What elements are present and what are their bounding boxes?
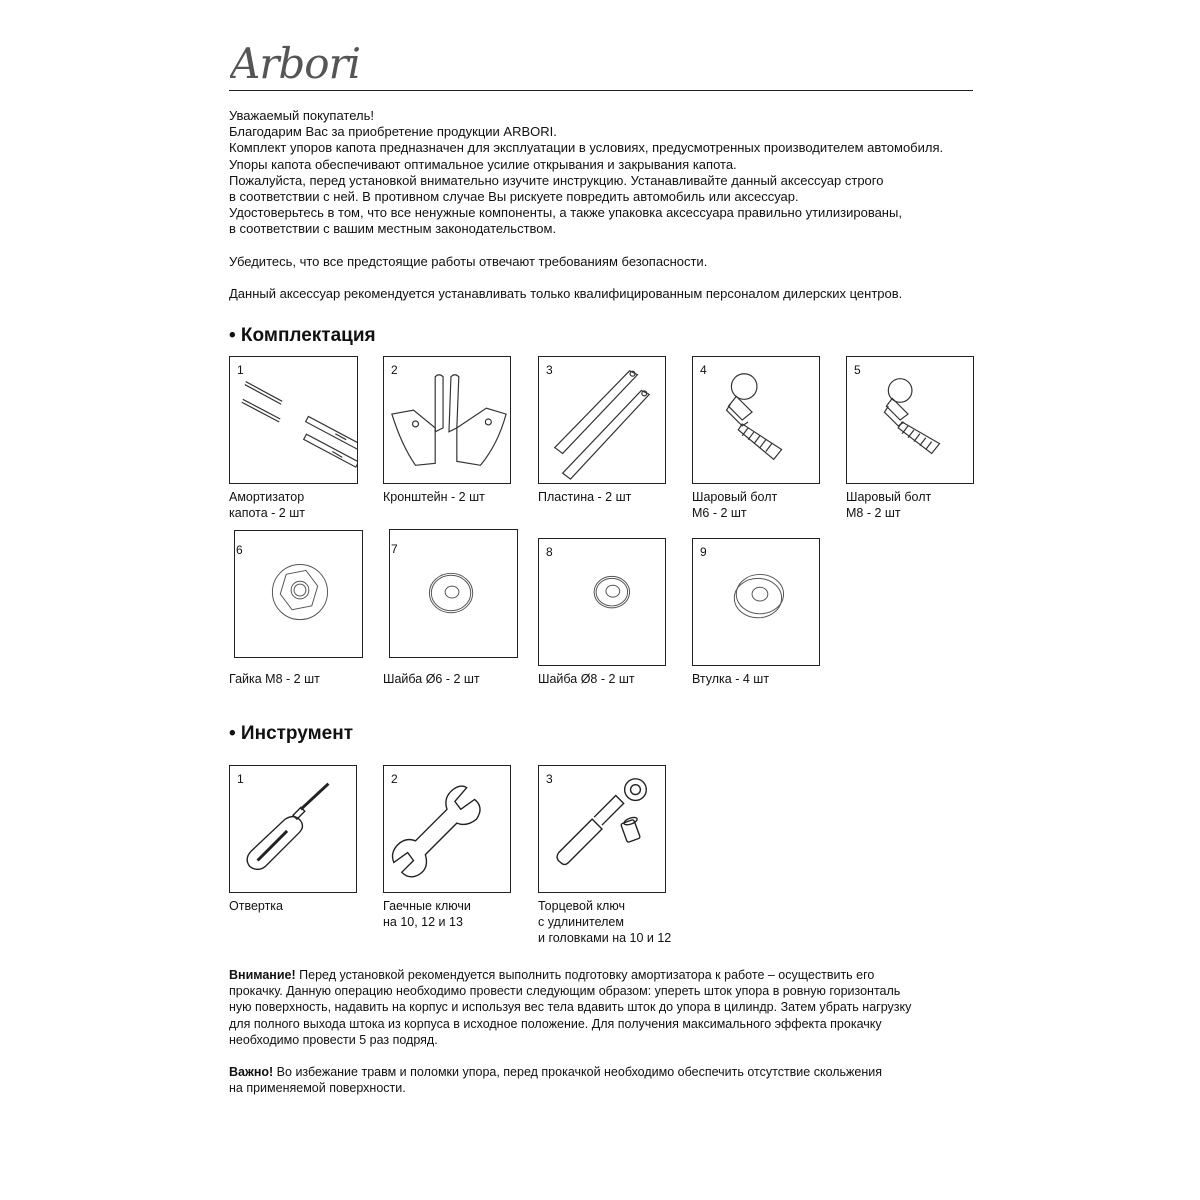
- washer-6-icon: [390, 530, 517, 657]
- kit-item-caption: Втулка - 4 шт: [692, 672, 770, 686]
- intro-text: [229, 108, 989, 302]
- kit-item-number: 8: [546, 545, 553, 559]
- kit-item-number: 3: [546, 363, 553, 377]
- kit-item-number: 1: [237, 363, 244, 377]
- tool-item-caption: Торцевой ключ с удлинителем и головками на 10 и 12: [538, 899, 672, 945]
- tool-item-caption: Гаечные ключи на 10, 12 и 13: [383, 899, 471, 929]
- kit-item-9-box: [692, 538, 820, 666]
- tool-item-number: 1: [237, 772, 244, 786]
- dealer-line: Данный аксессуар рекомендуется устанавливать только квалифицированным персоналом дилерских центров.: [229, 285, 903, 301]
- tool-item-2-box: [383, 765, 511, 893]
- washer-8-icon: [539, 539, 665, 665]
- intro-line: в соответствии с вашим местным законодательством.: [229, 221, 557, 237]
- kit-item-6-box: [234, 530, 363, 658]
- bracket-icon: [384, 357, 510, 483]
- wrench-icon: [384, 766, 510, 892]
- kit-item-number: 9: [700, 545, 707, 559]
- nut-icon: [235, 531, 362, 657]
- screwdriver-icon: [230, 766, 356, 892]
- bushing-icon: [693, 539, 819, 665]
- kit-item-7-box: [389, 529, 518, 658]
- attention-label: Внимание!: [229, 968, 296, 982]
- tools-heading: • Инструмент: [229, 723, 354, 744]
- attention-line: ную поверхность, надавить на корпус и используя вес тела вдавить шток до упора в цилиндр. Затем убрать нагрузку: [229, 1000, 912, 1015]
- plate-icon: [539, 357, 665, 483]
- ball-bolt-m8-icon: [847, 357, 973, 483]
- kit-item-caption: Шаровый болт М6 - 2 шт: [692, 490, 778, 520]
- intro-line: Пожалуйста, перед установкой внимательно изучите инструкцию. Устанавливайте данный аксессуар строго: [229, 172, 884, 188]
- kit-item-number: 5: [854, 363, 861, 377]
- socket-wrench-icon: [539, 766, 665, 892]
- attention-line: прокачку. Данную операцию необходимо провести следующим образом: упереть шток упора в ровную горизонталь: [229, 984, 901, 999]
- important-label: Важно!: [229, 1065, 274, 1080]
- attention-line: необходимо провести 5 раз подряд.: [229, 1032, 438, 1047]
- kit-heading: • Комплектация: [229, 325, 376, 346]
- kit-item-number: 6: [236, 543, 243, 557]
- intro-line: Упоры капота обеспечивают оптимальное усилие открывания и закрывания капота.: [229, 156, 737, 172]
- kit-item-caption: Шайба Ø8 - 2 шт: [538, 672, 635, 686]
- kit-item-4-box: [692, 356, 820, 484]
- svg-text:Arbori: Arbori: [230, 39, 360, 88]
- intro-line: Уважаемый покупатель!: [229, 108, 374, 123]
- tool-item-caption: Отвертка: [229, 899, 283, 913]
- ball-bolt-m6-icon: [693, 357, 819, 483]
- safety-line: Убедитесь, что все предстоящие работы отвечают требованиям безопасности.: [229, 253, 708, 269]
- kit-item-number: 2: [391, 363, 398, 377]
- attention-line: для полного выхода штока из корпуса в исходное положение. Для получения максимального эффекта прокачку: [229, 1016, 882, 1031]
- kit-item-1-box: [229, 356, 358, 484]
- kit-item-number: 7: [391, 542, 398, 556]
- intro-line: Удостоверьтесь в том, что все ненужные компоненты, а также упаковка аксессуара правильно утилизированы,: [229, 205, 902, 221]
- kit-item-caption: Амортизатор капота - 2 шт: [229, 490, 305, 520]
- header-divider: [229, 90, 973, 91]
- tool-item-number: 2: [391, 772, 398, 786]
- arbori-logo: [230, 38, 360, 88]
- kit-item-2-box: [383, 356, 511, 484]
- kit-item-caption: Гайка М8 - 2 шт: [229, 672, 320, 686]
- important-line: Важно! Во избежание травм и поломки упора, перед прокачкой необходимо обеспечить отсутствие скольжения: [229, 1065, 883, 1080]
- gas-strut-icon: [230, 357, 357, 483]
- tool-item-number: 3: [546, 772, 553, 786]
- tool-item-1-box: [229, 765, 357, 893]
- kit-item-number: 4: [700, 363, 707, 377]
- intro-line: в соответствии с ней. В противном случае Вы рискуете повредить автомобиль или аксессуар.: [229, 189, 799, 205]
- kit-item-caption: Шайба Ø6 - 2 шт: [383, 672, 480, 686]
- tool-item-3-box: [538, 765, 666, 893]
- intro-line: Комплект упоров капота предназначен для эксплуатации в условиях, предусмотренных производителем автомобиля.: [229, 140, 944, 156]
- kit-item-caption: Шаровый болт М8 - 2 шт: [846, 490, 932, 520]
- notes-section: [229, 967, 989, 1096]
- kit-item-3-box: [538, 356, 666, 484]
- kit-item-caption: Пластина - 2 шт: [538, 490, 632, 504]
- important-line: на применяемой поверхности.: [229, 1081, 406, 1096]
- kit-item-5-box: [846, 356, 974, 484]
- kit-item-caption: Кронштейн - 2 шт: [383, 490, 485, 504]
- intro-line: Благодарим Вас за приобретение продукции ARBORI.: [229, 124, 557, 140]
- attention-line: Внимание! Перед установкой рекомендуется выполнить подготовку амортизатора к работе – осуществить его: [229, 968, 875, 982]
- kit-item-8-box: [538, 538, 666, 666]
